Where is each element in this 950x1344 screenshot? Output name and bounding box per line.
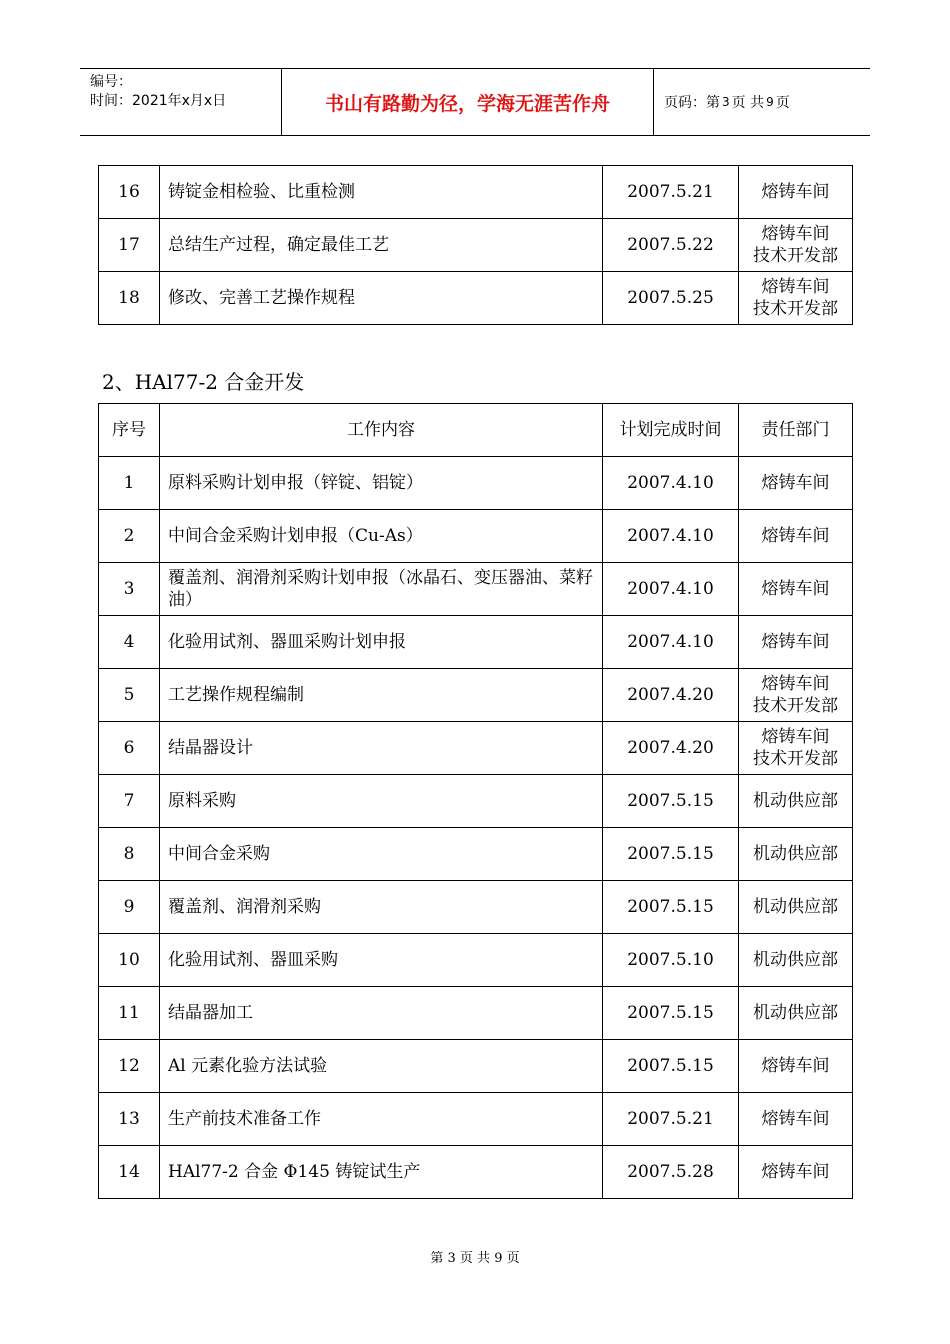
cell-dept — [739, 1040, 853, 1093]
cell-content: 原料采购计划申报（锌锭、铝锭） — [160, 457, 603, 510]
number-label: 编号： — [90, 74, 132, 90]
cell-content: HAl77-2 合金 Φ145 铸锭试生产 — [160, 1146, 603, 1199]
cell-date: 2007.5.21 — [603, 166, 739, 219]
cell-date: 2007.5.22 — [603, 219, 739, 272]
dept-name: 技术开发部 — [753, 246, 838, 266]
dept-name: 机动供应部 — [753, 844, 838, 864]
header-date: 计划完成时间 — [603, 404, 739, 457]
table-row — [99, 722, 853, 775]
cell-content: 中间合金采购 — [160, 828, 603, 881]
cell-dept — [739, 457, 853, 510]
cell-content: 中间合金采购计划申报（Cu-As） — [160, 510, 603, 563]
table-row — [99, 1146, 853, 1199]
cell-no: 9 — [99, 881, 160, 934]
cell-no: 1 — [99, 457, 160, 510]
page-header — [80, 68, 870, 136]
header-meta — [80, 69, 282, 135]
cell-no: 11 — [99, 987, 160, 1040]
cell-no: 12 — [99, 1040, 160, 1093]
table-row — [99, 457, 853, 510]
cell-no: 8 — [99, 828, 160, 881]
cell-content: 结晶器加工 — [160, 987, 603, 1040]
cell-dept — [739, 166, 853, 219]
cell-date: 2007.5.25 — [603, 272, 739, 325]
schedule-table-continued — [98, 165, 853, 325]
cell-dept — [739, 987, 853, 1040]
page-mid: 页 共 — [731, 95, 765, 111]
dept-name: 技术开发部 — [753, 696, 838, 716]
cell-dept — [739, 1093, 853, 1146]
cell-date: 2007.4.10 — [603, 510, 739, 563]
cell-content: 结晶器设计 — [160, 722, 603, 775]
table-row — [99, 828, 853, 881]
cell-date: 2007.4.20 — [603, 669, 739, 722]
cell-no: 7 — [99, 775, 160, 828]
cell-content: Al 元素化验方法试验 — [160, 1040, 603, 1093]
cell-content: 化验用试剂、器皿采购计划申报 — [160, 616, 603, 669]
header-no: 序号 — [99, 404, 160, 457]
dept-name: 熔铸车间 — [761, 224, 830, 244]
table-header-row — [99, 404, 853, 457]
header-page-info — [654, 69, 870, 135]
cell-date: 2007.5.21 — [603, 1093, 739, 1146]
dept-name: 机动供应部 — [753, 897, 838, 917]
dept-name: 熔铸车间 — [761, 579, 830, 599]
cell-date: 2007.4.10 — [603, 457, 739, 510]
header-dept: 责任部门 — [739, 404, 853, 457]
cell-content: 覆盖剂、润滑剂采购 — [160, 881, 603, 934]
page-prefix: 页码：第 — [664, 95, 720, 111]
table-row — [99, 166, 853, 219]
header-motto: 书山有路勤为径，学海无涯苦作舟 — [282, 69, 654, 135]
cell-date: 2007.4.10 — [603, 563, 739, 616]
cell-content: 覆盖剂、润滑剂采购计划申报（冰晶石、变压器油、菜籽油） — [160, 563, 603, 616]
table-row — [99, 881, 853, 934]
table-row — [99, 563, 853, 616]
cell-date: 2007.5.10 — [603, 934, 739, 987]
dept-name: 熔铸车间 — [761, 473, 830, 493]
dept-name: 技术开发部 — [753, 749, 838, 769]
page-suffix: 页 — [775, 95, 790, 111]
cell-dept — [739, 775, 853, 828]
table-row — [99, 616, 853, 669]
table-row — [99, 669, 853, 722]
cell-dept — [739, 934, 853, 987]
cell-date: 2007.5.15 — [603, 1040, 739, 1093]
dept-name: 熔铸车间 — [761, 1056, 830, 1076]
page-total: 9 — [766, 95, 774, 109]
dept-name: 机动供应部 — [753, 1003, 838, 1023]
table-row — [99, 775, 853, 828]
cell-no: 5 — [99, 669, 160, 722]
cell-no: 3 — [99, 563, 160, 616]
dept-name: 熔铸车间 — [761, 277, 830, 297]
header-content: 工作内容 — [160, 404, 603, 457]
section-title: 2、HAl77-2 合金开发 — [102, 370, 305, 394]
cell-dept — [739, 272, 853, 325]
cell-no: 2 — [99, 510, 160, 563]
cell-dept — [739, 219, 853, 272]
cell-dept — [739, 1146, 853, 1199]
dept-name: 熔铸车间 — [761, 632, 830, 652]
cell-dept — [739, 510, 853, 563]
cell-date: 2007.4.10 — [603, 616, 739, 669]
cell-no: 4 — [99, 616, 160, 669]
table-row — [99, 510, 853, 563]
dept-name: 熔铸车间 — [761, 182, 830, 202]
cell-content: 修改、完善工艺操作规程 — [160, 272, 603, 325]
dept-name: 熔铸车间 — [761, 727, 830, 747]
cell-no: 10 — [99, 934, 160, 987]
cell-date: 2007.4.20 — [603, 722, 739, 775]
table-row — [99, 987, 853, 1040]
cell-date: 2007.5.28 — [603, 1146, 739, 1199]
cell-date: 2007.5.15 — [603, 828, 739, 881]
cell-dept — [739, 616, 853, 669]
dept-name: 熔铸车间 — [761, 526, 830, 546]
table-row — [99, 1040, 853, 1093]
time-text: 时间：2021年x月x日 — [90, 93, 227, 109]
cell-dept — [739, 881, 853, 934]
page-footer: 第 3 页 共 9 页 — [430, 1251, 520, 1266]
dept-name: 熔铸车间 — [761, 674, 830, 694]
cell-content: 总结生产过程，确定最佳工艺 — [160, 219, 603, 272]
table-row — [99, 272, 853, 325]
dept-name: 机动供应部 — [753, 950, 838, 970]
cell-content: 化验用试剂、器皿采购 — [160, 934, 603, 987]
cell-date: 2007.5.15 — [603, 987, 739, 1040]
schedule-table — [98, 403, 853, 1199]
cell-dept — [739, 722, 853, 775]
cell-no: 16 — [99, 166, 160, 219]
cell-dept — [739, 563, 853, 616]
table-row — [99, 934, 853, 987]
cell-dept — [739, 669, 853, 722]
cell-content: 工艺操作规程编制 — [160, 669, 603, 722]
cell-content: 铸锭金相检验、比重检测 — [160, 166, 603, 219]
cell-no: 18 — [99, 272, 160, 325]
cell-no: 17 — [99, 219, 160, 272]
dept-name: 熔铸车间 — [761, 1162, 830, 1182]
cell-content: 生产前技术准备工作 — [160, 1093, 603, 1146]
dept-name: 技术开发部 — [753, 299, 838, 319]
cell-dept — [739, 828, 853, 881]
dept-name: 机动供应部 — [753, 791, 838, 811]
cell-no: 13 — [99, 1093, 160, 1146]
cell-date: 2007.5.15 — [603, 881, 739, 934]
cell-content: 原料采购 — [160, 775, 603, 828]
table-row — [99, 1093, 853, 1146]
cell-no: 14 — [99, 1146, 160, 1199]
cell-no: 6 — [99, 722, 160, 775]
page-number: 3 — [722, 95, 730, 109]
table-row — [99, 219, 853, 272]
dept-name: 熔铸车间 — [761, 1109, 830, 1129]
cell-date: 2007.5.15 — [603, 775, 739, 828]
